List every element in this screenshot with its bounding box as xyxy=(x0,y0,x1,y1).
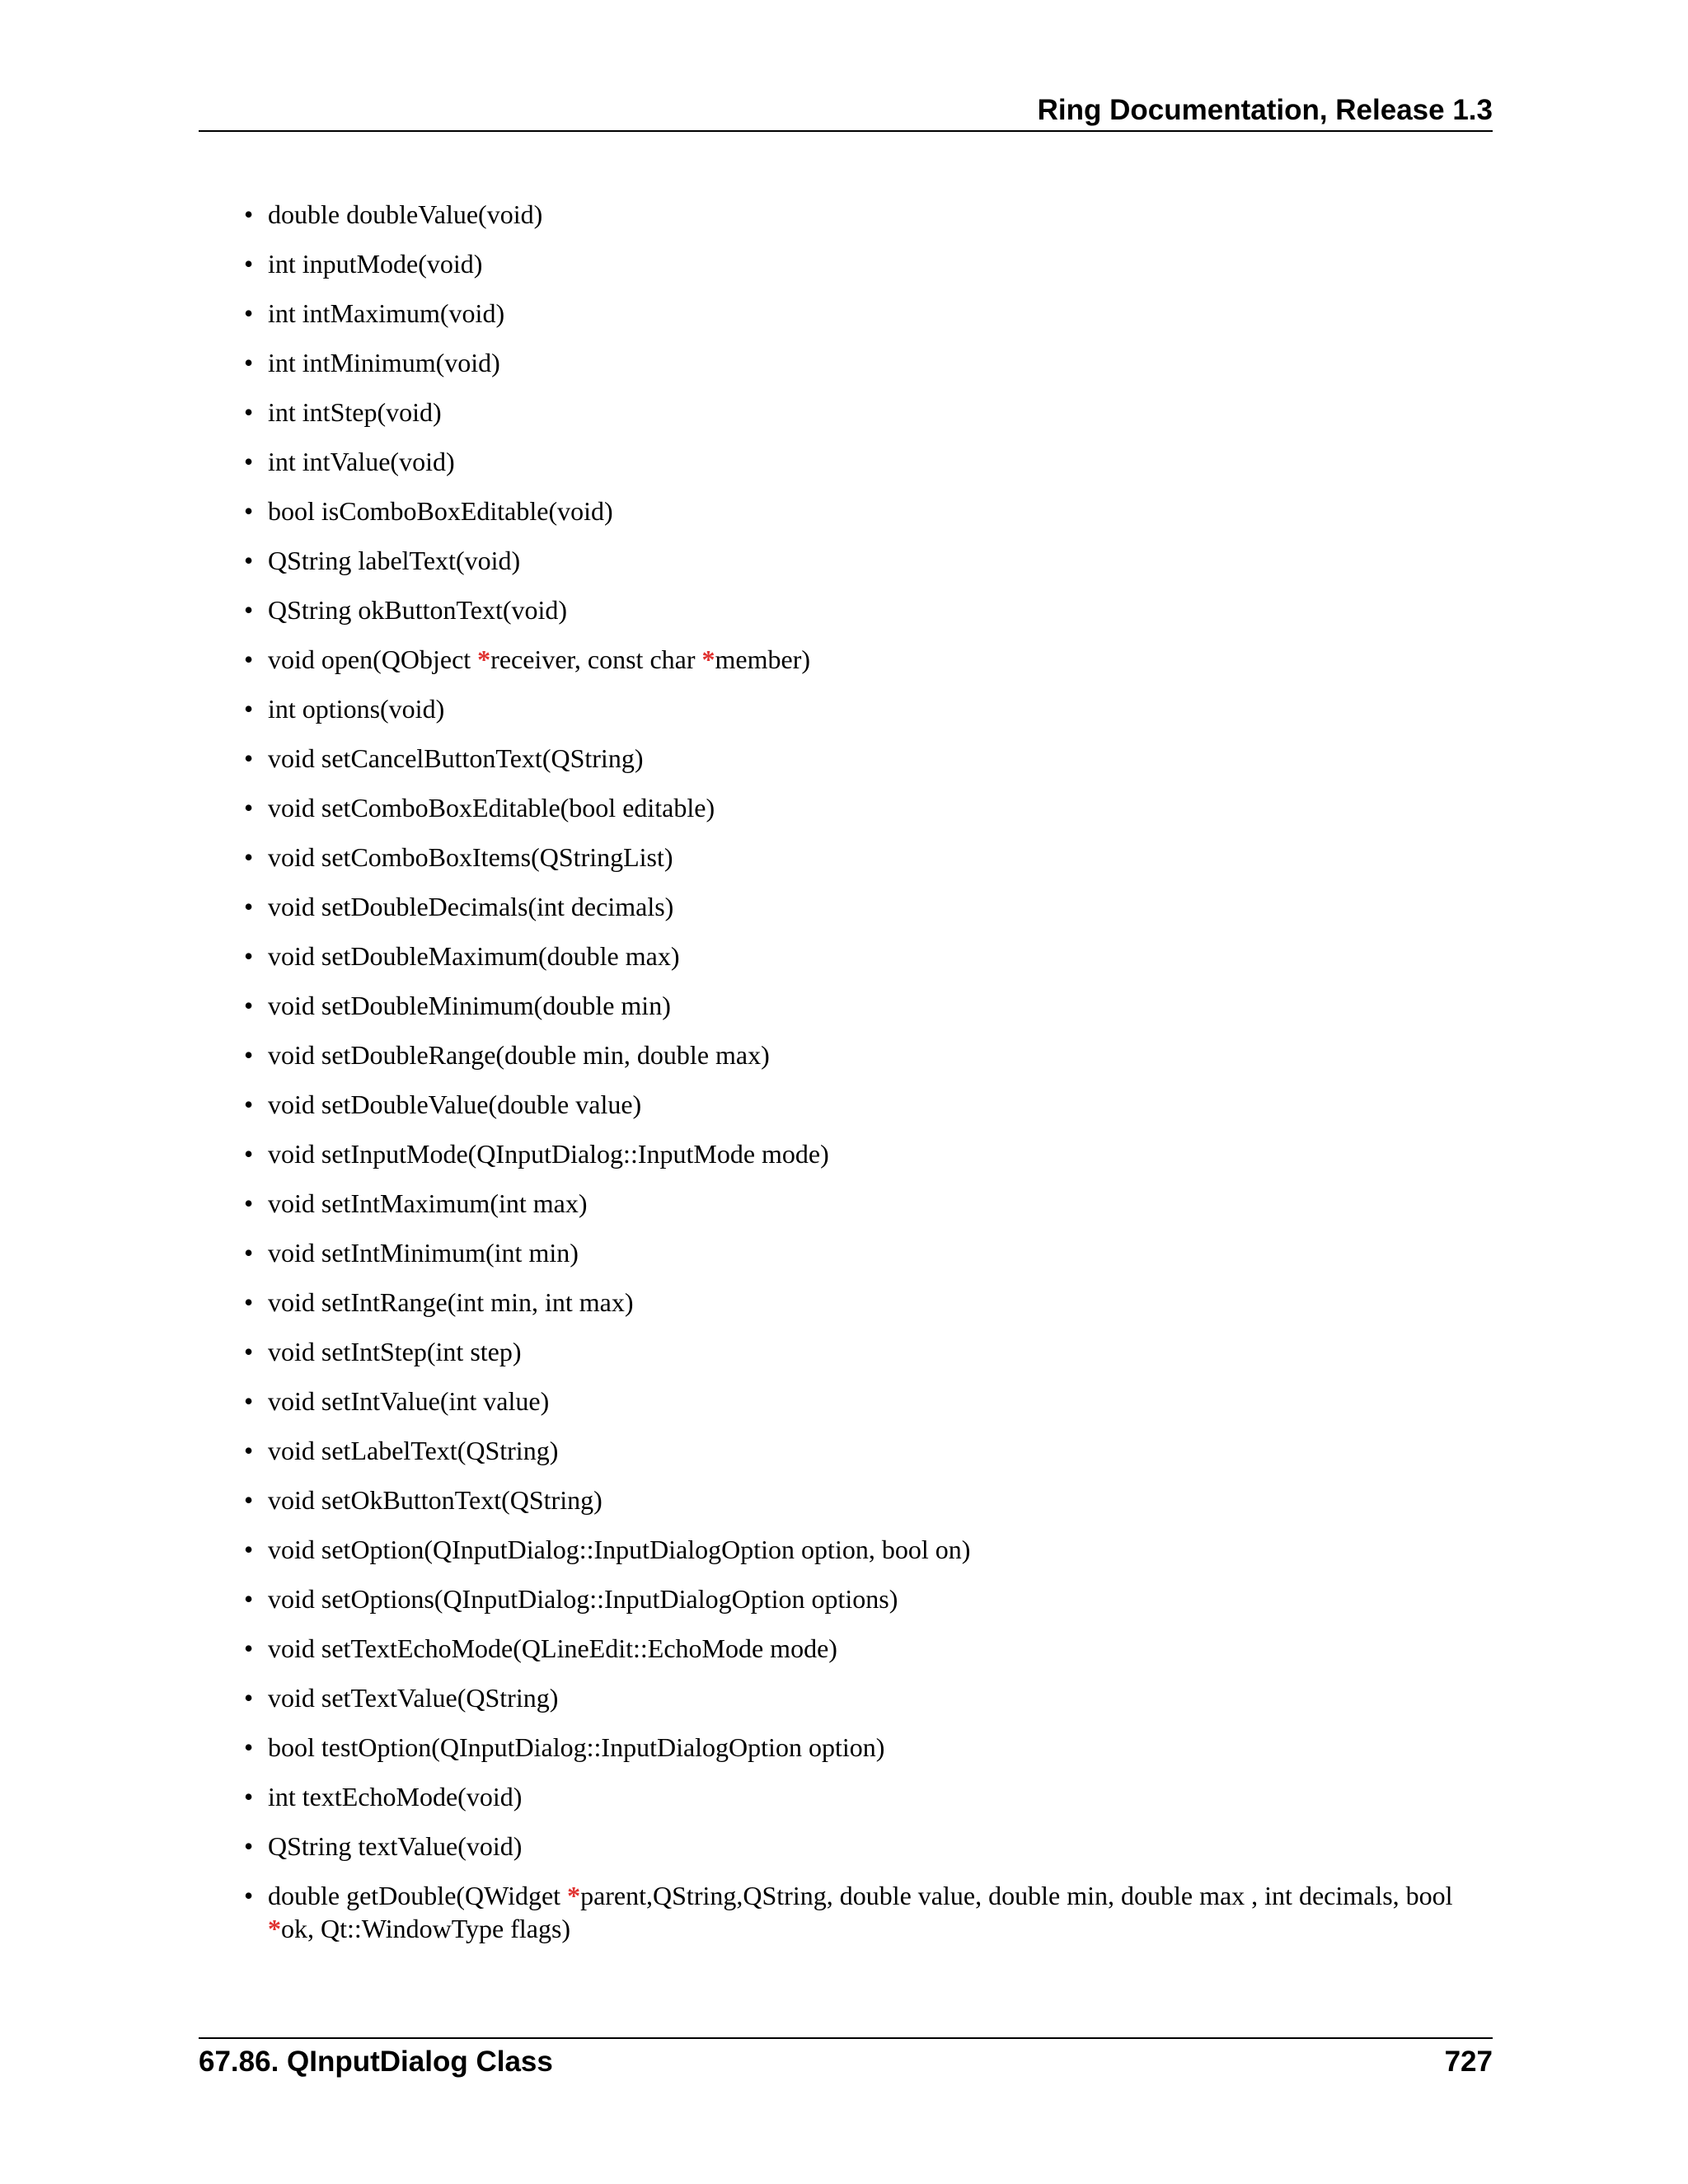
method-signature xyxy=(268,1881,1453,1943)
bullet-icon: • xyxy=(244,546,254,575)
bullet-icon: • xyxy=(244,1090,254,1119)
signature-text: void setDoubleMaximum(double max) xyxy=(268,941,680,971)
method-signature xyxy=(268,546,520,575)
signature-text: void setTextEchoMode(QLineEdit::EchoMode mode) xyxy=(268,1633,837,1663)
signature-text: member) xyxy=(715,644,810,674)
bullet-icon: • xyxy=(244,991,254,1020)
method-item xyxy=(244,346,1497,379)
method-signature xyxy=(268,892,673,921)
signature-text: QString okButtonText(void) xyxy=(268,595,568,625)
method-signature xyxy=(268,842,673,872)
method-item xyxy=(244,1483,1497,1516)
method-item xyxy=(244,1038,1497,1071)
method-item xyxy=(244,247,1497,280)
method-signature xyxy=(268,1188,588,1218)
method-item xyxy=(244,791,1497,824)
method-signature xyxy=(268,694,444,724)
method-item xyxy=(244,1236,1497,1269)
method-item xyxy=(244,1434,1497,1467)
method-signature xyxy=(268,447,455,476)
signature-text: int intStep(void) xyxy=(268,397,442,427)
bullet-icon: • xyxy=(244,1238,254,1268)
signature-text: void setComboBoxItems(QStringList) xyxy=(268,842,673,872)
method-item xyxy=(244,445,1497,478)
signature-text: void setDoubleMinimum(double min) xyxy=(268,991,671,1020)
bullet-icon: • xyxy=(244,892,254,921)
method-signature xyxy=(268,1139,829,1169)
bullet-icon: • xyxy=(244,1337,254,1366)
method-signature xyxy=(268,298,504,328)
bullet-icon: • xyxy=(244,644,254,674)
method-signature xyxy=(268,1090,641,1119)
bullet-icon: • xyxy=(244,1881,254,1910)
method-signature xyxy=(268,1436,558,1465)
bullet-icon: • xyxy=(244,1535,254,1564)
signature-text: void setDoubleRange(double min, double max) xyxy=(268,1040,770,1070)
bullet-icon: • xyxy=(244,1584,254,1614)
signature-text: QString textValue(void) xyxy=(268,1831,523,1861)
bullet-icon: • xyxy=(244,1831,254,1861)
method-item xyxy=(244,297,1497,330)
method-signature xyxy=(268,1238,579,1268)
method-signature xyxy=(268,793,715,823)
method-signature xyxy=(268,1287,633,1317)
bullet-icon: • xyxy=(244,249,254,279)
method-item xyxy=(244,1830,1497,1863)
method-item xyxy=(244,692,1497,725)
signature-text: void setIntStep(int step) xyxy=(268,1337,522,1366)
method-list xyxy=(244,198,1497,1961)
method-item xyxy=(244,1335,1497,1368)
method-signature xyxy=(268,1732,884,1762)
method-signature xyxy=(268,397,442,427)
method-signature xyxy=(268,199,542,229)
method-signature xyxy=(268,1485,603,1515)
signature-text: int intMaximum(void) xyxy=(268,298,505,328)
method-signature xyxy=(268,991,671,1020)
method-signature xyxy=(268,1683,558,1713)
method-item xyxy=(244,494,1497,527)
bullet-icon: • xyxy=(244,1287,254,1317)
signature-text: bool testOption(QInputDialog::InputDialogOption option) xyxy=(268,1732,885,1762)
signature-text: ok, Qt::WindowType flags) xyxy=(281,1914,571,1943)
method-signature xyxy=(268,1584,898,1614)
bullet-icon: • xyxy=(244,1386,254,1416)
method-signature xyxy=(268,1386,549,1416)
method-item xyxy=(244,940,1497,972)
method-signature xyxy=(268,1040,770,1070)
method-item xyxy=(244,1681,1497,1714)
signature-text: void setDoubleDecimals(int decimals) xyxy=(268,892,674,921)
method-item xyxy=(244,1187,1497,1220)
method-item xyxy=(244,890,1497,923)
signature-text: void setIntRange(int min, int max) xyxy=(268,1287,634,1317)
method-signature xyxy=(268,496,613,526)
pointer-asterisk: * xyxy=(567,1881,581,1910)
bullet-icon: • xyxy=(244,447,254,476)
signature-text: receiver, const char xyxy=(490,644,702,674)
method-signature xyxy=(268,1633,837,1663)
signature-text: parent,QString,QString, double value, double min, double max , int decimals, bool xyxy=(580,1881,1453,1910)
bullet-icon: • xyxy=(244,1188,254,1218)
bullet-icon: • xyxy=(244,348,254,377)
method-item xyxy=(244,593,1497,626)
method-item xyxy=(244,1582,1497,1615)
page-footer xyxy=(199,2037,1493,2079)
signature-text: void setCancelButtonText(QString) xyxy=(268,743,644,773)
method-item xyxy=(244,544,1497,577)
method-item xyxy=(244,1533,1497,1566)
bullet-icon: • xyxy=(244,941,254,971)
method-signature xyxy=(268,941,679,971)
page-number: 727 xyxy=(1444,2046,1493,2078)
signature-text: int inputMode(void) xyxy=(268,249,483,279)
method-item xyxy=(244,1780,1497,1813)
signature-text: void setComboBoxEditable(bool editable) xyxy=(268,793,715,823)
method-item xyxy=(244,841,1497,874)
method-item xyxy=(244,1088,1497,1121)
method-item xyxy=(244,1731,1497,1764)
signature-text: void setInputMode(QInputDialog::InputMode mode) xyxy=(268,1139,829,1169)
signature-text: void setTextValue(QString) xyxy=(268,1683,559,1713)
bullet-icon: • xyxy=(244,1040,254,1070)
signature-text: void setIntMinimum(int min) xyxy=(268,1238,579,1268)
method-signature xyxy=(268,743,643,773)
signature-text: bool isComboBoxEditable(void) xyxy=(268,496,613,526)
pointer-asterisk: * xyxy=(701,644,715,674)
signature-text: int textEchoMode(void) xyxy=(268,1782,523,1811)
method-item xyxy=(244,1632,1497,1665)
section-title: 67.86. QInputDialog Class xyxy=(199,2046,553,2078)
method-signature xyxy=(268,644,810,674)
signature-text: void open(QObject xyxy=(268,644,478,674)
signature-text: int options(void) xyxy=(268,694,445,724)
method-signature xyxy=(268,1337,522,1366)
method-item xyxy=(244,989,1497,1022)
page-header xyxy=(199,92,1493,132)
bullet-icon: • xyxy=(244,397,254,427)
method-signature xyxy=(268,249,482,279)
signature-text: void setOkButtonText(QString) xyxy=(268,1485,603,1515)
method-signature xyxy=(268,1535,970,1564)
bullet-icon: • xyxy=(244,199,254,229)
method-signature xyxy=(268,348,500,377)
pointer-asterisk: * xyxy=(477,644,491,674)
bullet-icon: • xyxy=(244,743,254,773)
bullet-icon: • xyxy=(244,694,254,724)
bullet-icon: • xyxy=(244,793,254,823)
document-title: Ring Documentation, Release 1.3 xyxy=(1037,94,1493,126)
method-item xyxy=(244,198,1497,231)
signature-text: void setOptions(QInputDialog::InputDialogOption options) xyxy=(268,1584,898,1614)
bullet-icon: • xyxy=(244,1633,254,1663)
method-item xyxy=(244,1879,1497,1945)
bullet-icon: • xyxy=(244,1139,254,1169)
signature-text: double getDouble(QWidget xyxy=(268,1881,568,1910)
bullet-icon: • xyxy=(244,842,254,872)
signature-text: double doubleValue(void) xyxy=(268,199,543,229)
method-signature xyxy=(268,1831,522,1861)
bullet-icon: • xyxy=(244,298,254,328)
bullet-icon: • xyxy=(244,1436,254,1465)
bullet-icon: • xyxy=(244,496,254,526)
signature-text: void setLabelText(QString) xyxy=(268,1436,559,1465)
bullet-icon: • xyxy=(244,1782,254,1811)
bullet-icon: • xyxy=(244,1485,254,1515)
bullet-icon: • xyxy=(244,1732,254,1762)
bullet-icon: • xyxy=(244,595,254,625)
method-item xyxy=(244,1286,1497,1319)
method-item xyxy=(244,396,1497,429)
method-signature xyxy=(268,1782,522,1811)
signature-text: QString labelText(void) xyxy=(268,546,521,575)
signature-text: int intMinimum(void) xyxy=(268,348,500,377)
pointer-asterisk: * xyxy=(268,1914,281,1943)
signature-text: void setOption(QInputDialog::InputDialogOption option, bool on) xyxy=(268,1535,971,1564)
method-item xyxy=(244,643,1497,676)
method-item xyxy=(244,1137,1497,1170)
signature-text: void setIntValue(int value) xyxy=(268,1386,550,1416)
bullet-icon: • xyxy=(244,1683,254,1713)
signature-text: void setDoubleValue(double value) xyxy=(268,1090,642,1119)
signature-text: int intValue(void) xyxy=(268,447,455,476)
method-item xyxy=(244,1385,1497,1418)
method-signature xyxy=(268,595,567,625)
method-item xyxy=(244,742,1497,775)
signature-text: void setIntMaximum(int max) xyxy=(268,1188,588,1218)
